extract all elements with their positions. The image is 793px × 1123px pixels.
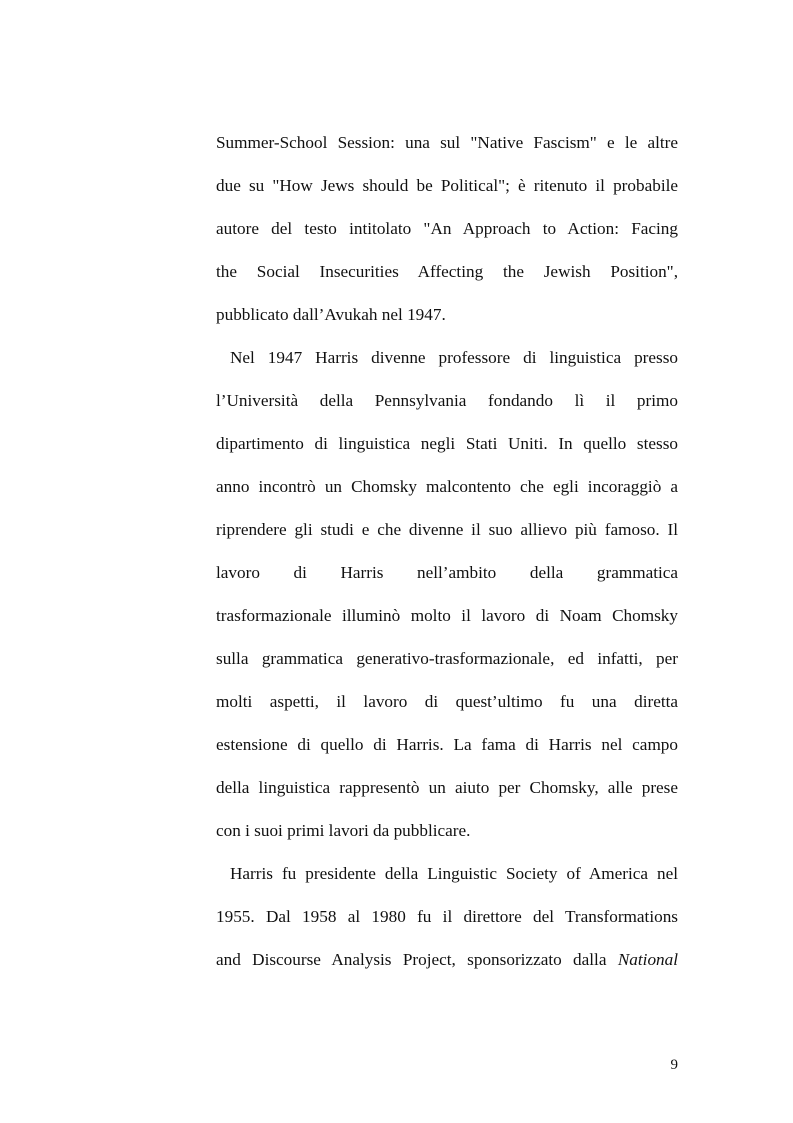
text-line: l’Università della Pennsylvania fondando lì il primo [216, 391, 678, 410]
text-line: con i suoi primi lavori da pubblicare. [216, 821, 471, 840]
text-line: estensione di quello di Harris. La fama di Harris nel campo [216, 735, 678, 754]
text-line-body: and Discourse Analysis Project, sponsorizzato dalla [216, 950, 607, 969]
text-line: Nel 1947 Harris divenne professore di linguistica presso [230, 348, 678, 367]
text-line: pubblicato dall’Avukah nel 1947. [216, 305, 446, 324]
text-line: molti aspetti, il lavoro di quest’ultimo fu una diretta [216, 692, 678, 711]
italic-term: National [617, 950, 679, 969]
text-line: anno incontrò un Chomsky malcontento che egli incoraggiò a [216, 477, 678, 496]
text-line: autore del testo intitolato "An Approach to Action: Facing [216, 219, 678, 238]
text-line: sulla grammatica generativo-trasformazionale, ed infatti, per [216, 649, 678, 668]
body-text [216, 125, 678, 985]
text-line: Harris fu presidente della Linguistic Society of America nel [230, 864, 678, 883]
text-line [216, 942, 678, 985]
text-line: due su "How Jews should be Political"; è ritenuto il probabile [216, 176, 678, 195]
text-line: trasformazionale illuminò molto il lavoro di Noam Chomsky [216, 606, 678, 625]
text-line: della linguistica rappresentò un aiuto per Chomsky, alle prese [216, 778, 678, 797]
text-line: 1955. Dal 1958 al 1980 fu il direttore del Transformations [216, 907, 678, 926]
text-line: lavoro di Harris nell’ambito della grammatica [216, 563, 678, 582]
text-line: the Social Insecurities Affecting the Jewish Position", [216, 262, 678, 281]
text-line: dipartimento di linguistica negli Stati Uniti. In quello stesso [216, 434, 678, 453]
page-number: 9 [670, 1057, 678, 1073]
text-line: Summer-School Session: una sul "Native Fascism" e le altre [216, 133, 678, 152]
text-line: riprendere gli studi e che divenne il suo allievo più famoso. Il [216, 520, 678, 539]
